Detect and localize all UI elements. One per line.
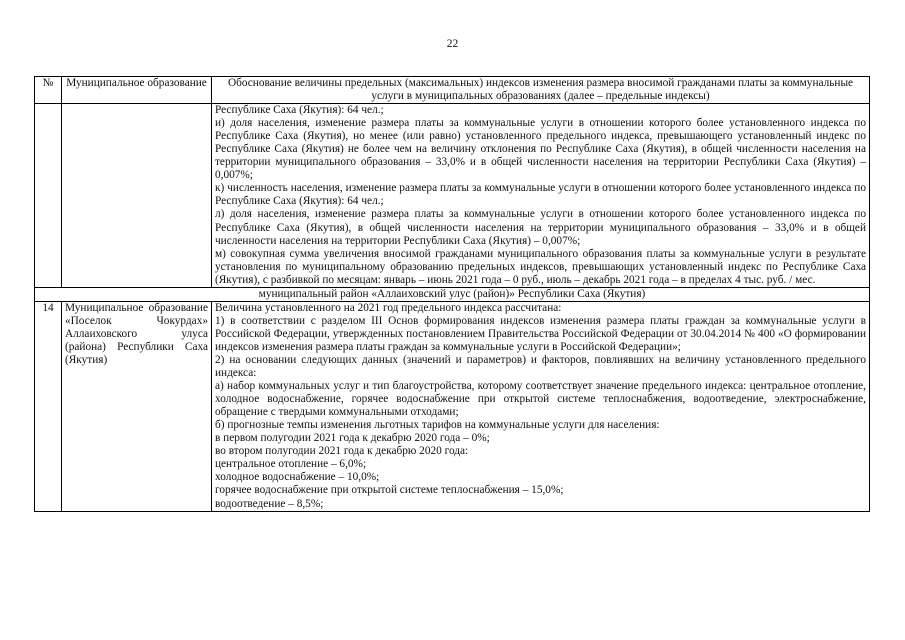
municipality-cell xyxy=(62,301,212,511)
continuation-justification-cell xyxy=(212,104,870,288)
header-number: № xyxy=(35,77,62,104)
continuation-paragraph: м) совокупная сумма увеличения вносимой гражданами муниципального образования платы за коммунальные услуги в результате установления по муниципальному образованию предельных индексов, превышающих установленный индекс по Республике Саха (Якутия), с разбивкой по месяцам: январь – июнь 2021 года – 0 руб., июль – декабрь 2021 года – в пределах 4 тыс. руб. / мес. xyxy=(215,247,866,286)
row-number: 14 xyxy=(35,301,62,511)
row-paragraph: б) прогнозные темпы изменения льготных тарифов на коммунальные услуги для населения: xyxy=(215,419,660,432)
continuation-paragraph: к) численность населения, изменение размера платы за коммунальные услуги в отношении которого более установленного индекса по Республике Саха (Якутия): 64 чел.; xyxy=(215,182,866,208)
continuation-municipality-cell xyxy=(62,104,212,288)
row-paragraph: а) набор коммунальных услуг и тип благоустройства, которому соответствует значение предельного индекса: центральное отопление, холодное водоснабжение, горячее водоснабжение при открытой системе теплоснабжения, водоотведение, электроснабжение, обращение с твердыми коммунальными отходами; xyxy=(215,380,866,419)
district-band: муниципальный район «Аллаиховский улус (район)» Республики Саха (Якутия) xyxy=(35,287,870,301)
row-paragraph: Величина установленного на 2021 год предельного индекса рассчитана: xyxy=(215,301,562,314)
table-row xyxy=(35,301,870,511)
continuation-number-cell xyxy=(35,104,62,288)
header-municipality: Муниципальное образование xyxy=(62,77,212,104)
municipality-name: Муниципальное образование «Поселок Чокурдах» Аллаиховского улуса (района) Республики Саха (Якутия) xyxy=(65,301,208,366)
row-paragraph: горячее водоснабжение при открытой системе теплоснабжения – 15,0%; xyxy=(215,484,564,497)
row-paragraph: центральное отопление – 6,0%; xyxy=(215,458,367,471)
continuation-paragraph: л) доля населения, изменение размера платы за коммунальные услуги в отношении которого более установленного индекса по Республике Саха (Якутия), в общей численности населения на территории муниципального образования – 33,0% и в общей численности населения на территории Республики Саха (Якутия) – 0,007%; xyxy=(215,208,866,247)
table-header-row xyxy=(35,77,870,104)
row-paragraph: в первом полугодии 2021 года к декабрю 2020 года – 0%; xyxy=(215,432,490,445)
continuation-row xyxy=(35,104,870,288)
continuation-paragraph: и) доля населения, изменение размера платы за коммунальные услуги в отношении которого более установленного индекса по Республике Саха (Якутия), но менее (или равно) установленного предельного индекса, превышающего установленный индекс по Республике Саха (Якутия) не более чем на величину отклонения по Республике Саха (Якутия), в общей численности населения на территории муниципального образования – 33,0% и в общей численности населения на территории Республики Саха (Якутия) – 0,007%; xyxy=(215,117,866,182)
header-justification: Обоснование величины предельных (максимальных) индексов изменения размера вносимой гражданами платы за коммунальные услуги в муниципальных образованиях (далее – предельные индексы) xyxy=(212,77,870,104)
continuation-paragraph: Республике Саха (Якутия): 64 чел.; xyxy=(215,104,384,117)
row-paragraph: водоотведение – 8,5%; xyxy=(215,497,324,510)
row-paragraph: во втором полугодии 2021 года к декабрю 2020 года: xyxy=(215,445,469,458)
justification-table xyxy=(34,76,870,512)
row-justification-cell xyxy=(212,301,870,511)
row-paragraph: холодное водоснабжение – 10,0%; xyxy=(215,471,380,484)
district-band-row xyxy=(35,287,870,301)
page-number: 22 xyxy=(446,38,459,50)
row-paragraph: 1) в соответствии с разделом III Основ формирования индексов изменения размера платы граждан за коммунальные услуги в Российской Федерации, утвержденных постановлением Правительства Российской Федерации от 30.04.2014 № 400 «О формировании индексов изменения размера платы граждан за коммунальные услуги в Российской Федерации»; xyxy=(215,314,866,353)
row-paragraph: 2) на основании следующих данных (значений и параметров) и факторов, повлиявших на величину установленного предельного индекса: xyxy=(215,353,866,380)
